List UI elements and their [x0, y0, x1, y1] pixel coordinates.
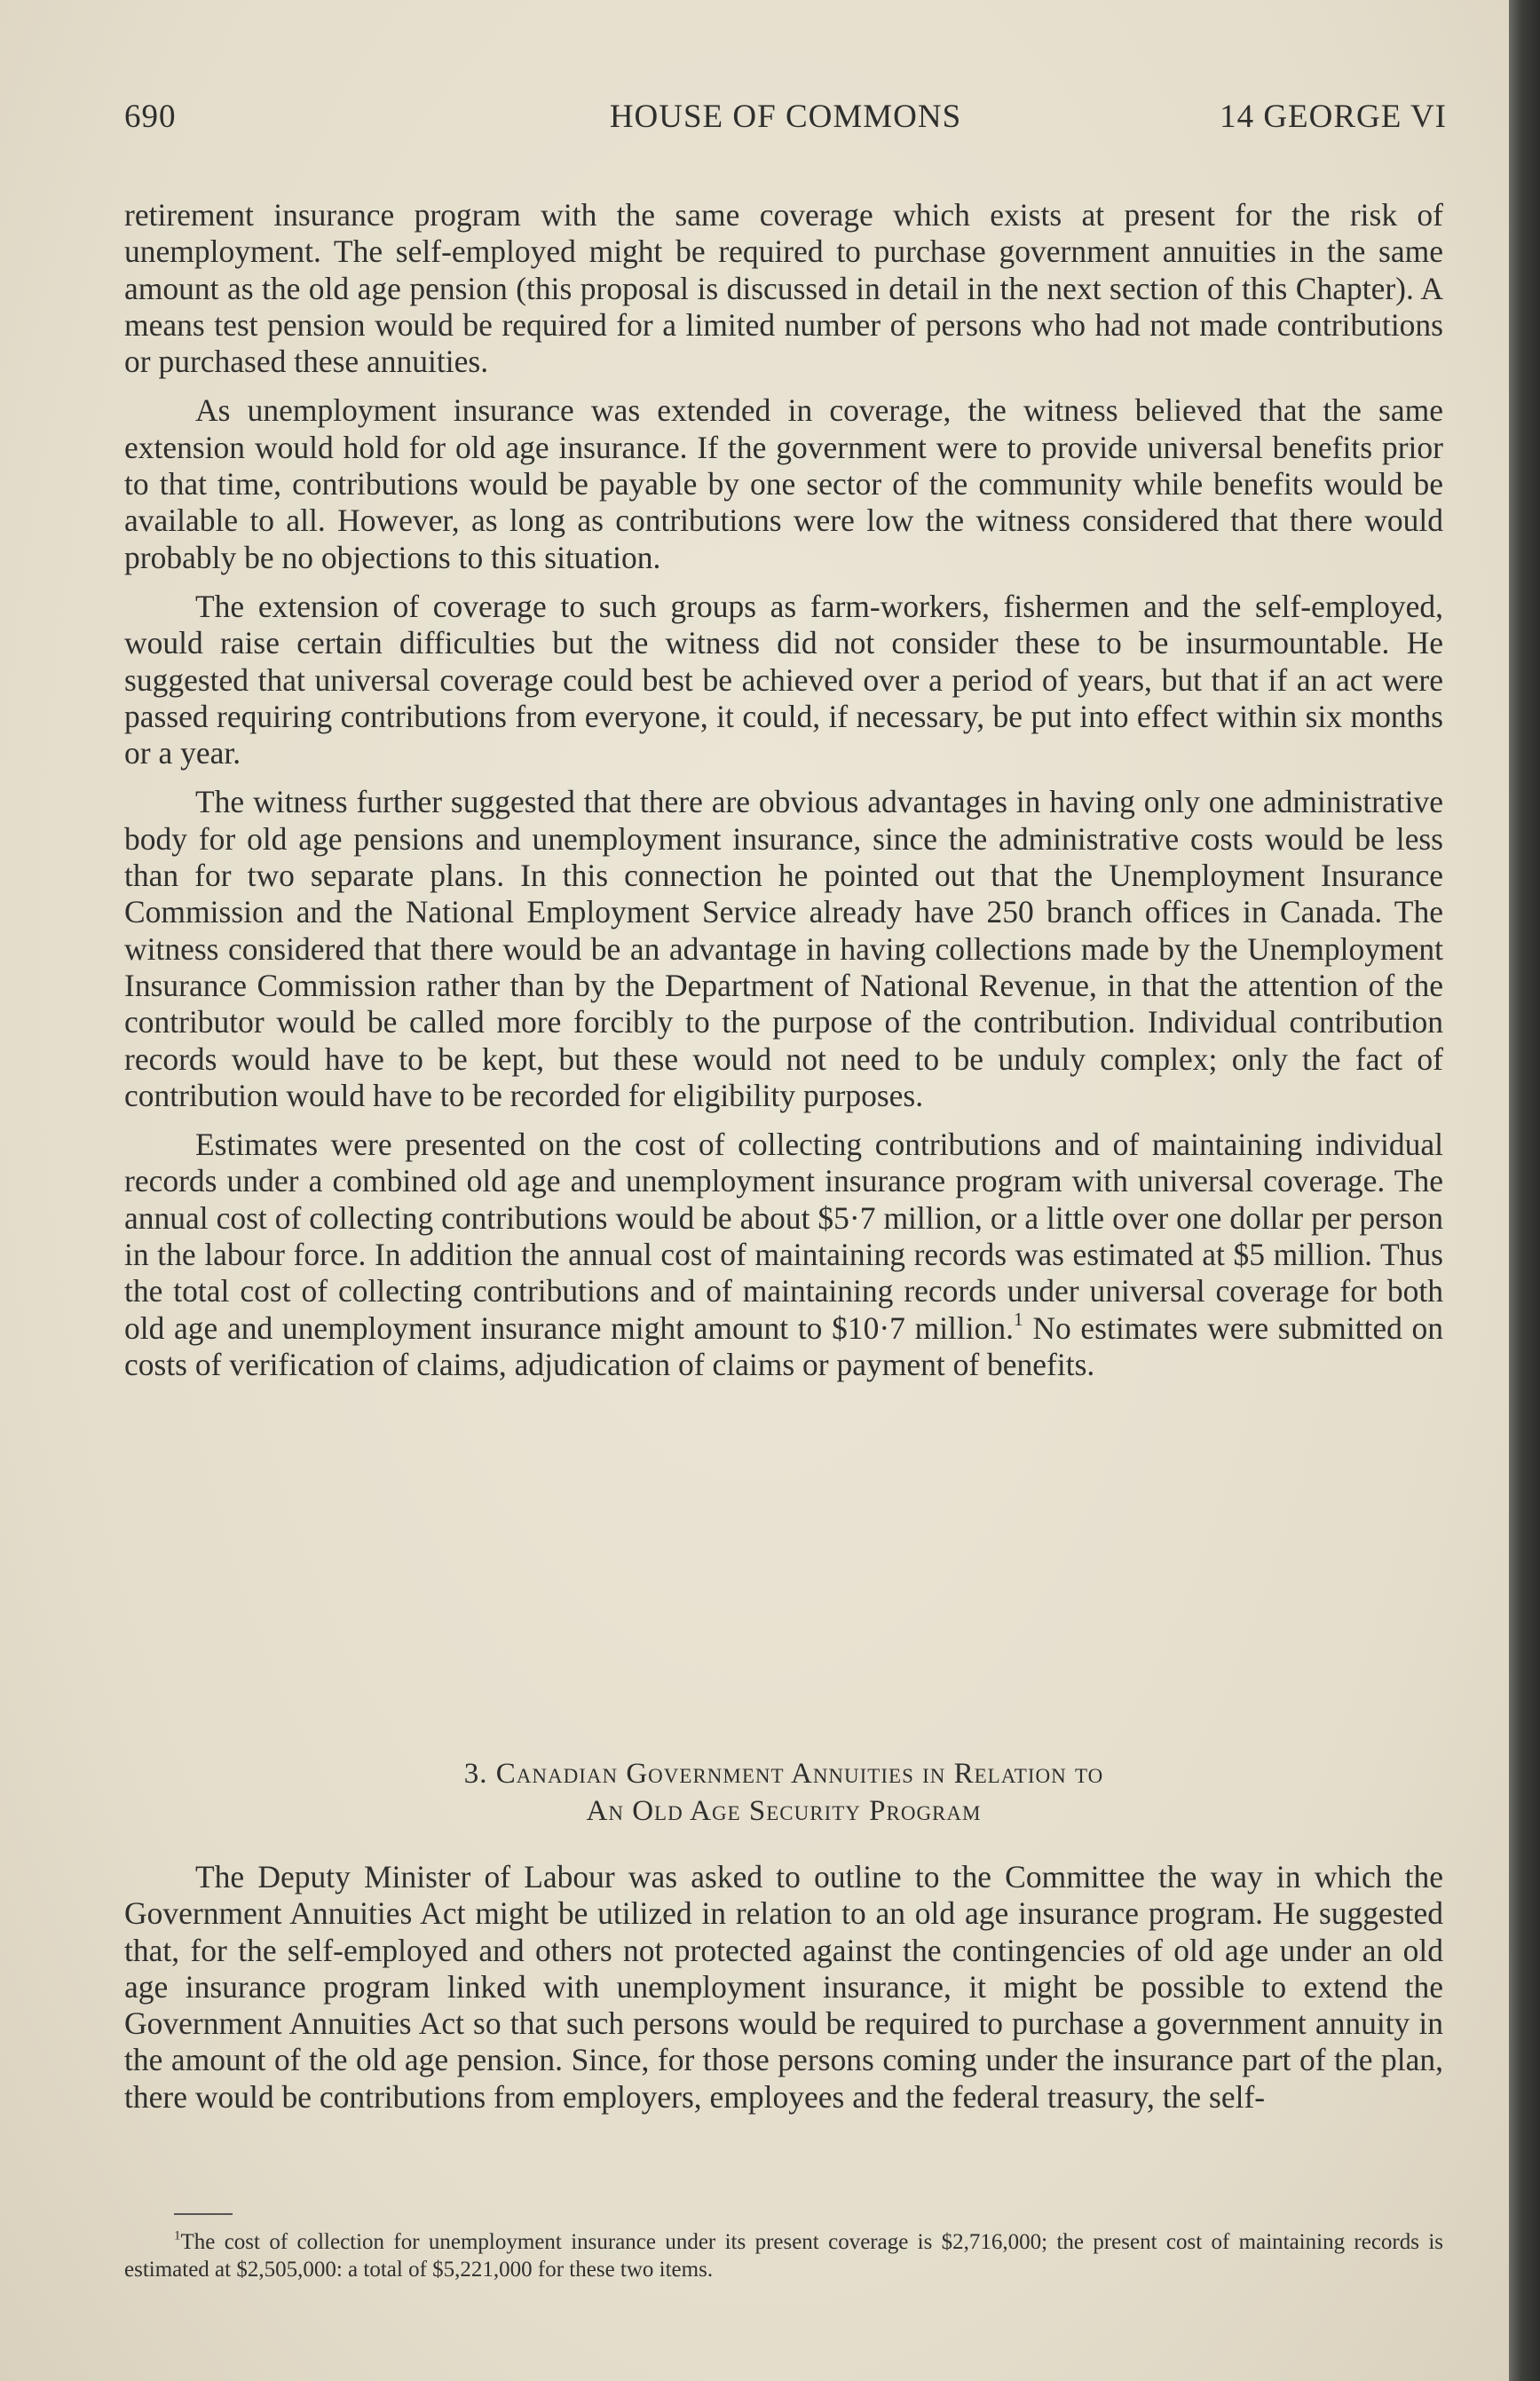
paragraph-1: retirement insurance program with the same coverage which exists at present for the risk of unemployment. The self-employed might be required to purchase government annuities in the same amount as the old age pension (this proposal is discussed in detail in the next section of this Chapter). A means test pension would be required for a limited number of persons who had not made contributions or purchased these annuities.: [124, 197, 1443, 380]
paragraph-5: [124, 1127, 1443, 1383]
paragraph-5-text: Estimates were presented on the cost of collecting contributions and of maintaining individual records under a combined old age and unemployment insurance program with universal coverage. The annual cost of collecting contributions would be about $5·7 million, or a little over one dollar per person in the labour force. In addition the annual cost of maintaining records was estimated at $5 million. Thus the total cost of collecting contributions and of maintaining records under universal coverage for both old age and unemployment insurance might amount to $10·7 million.: [124, 1127, 1443, 1346]
paragraph-5-tail: No estimates were submitted on costs of verification of claims, adjudication of claims or payment of benefits.: [124, 1309, 1443, 1382]
page-number: 690: [124, 99, 177, 135]
paragraph-2: As unemployment insurance was extended in coverage, the witness believed that the same extension would hold for old age insurance. If the government were to provide universal benefits prior to that time, contributions would be payable by one sector of the community while benefits would be available to all. However, as long as contributions were low the witness considered that there would probably be no objections to this situation.: [124, 392, 1443, 575]
paragraph-3: The extension of coverage to such groups as farm-workers, fishermen and the self-employed, would raise certain difficulties but the witness did not consider these to be insurmountable. He suggested that universal coverage could best be achieved over a period of years, but that if an act were passed requiring contributions from everyone, it could, if necessary, be put into effect within six months or a year.: [124, 588, 1443, 771]
section-heading: [124, 1755, 1443, 1830]
section-paragraph: The Deputy Minister of Labour was asked to outline to the Committee the way in which the Government Annuities Act might be utilized in relation to an old age insurance program. He suggested that, for the self-employed and others not protected against the contingencies of old age under an old age insurance program linked with unemployment insurance, it might be possible to extend the Government Annuities Act so that such persons would be required to purchase a government annuity in the amount of the old age pension. Since, for those persons coming under the insurance part of the plan, there would be contributions from employers, employees and the federal treasury, the self-: [124, 1859, 1443, 2115]
section-heading-line-2: An Old Age Security Program: [586, 1795, 982, 1827]
paragraph-4: The witness further suggested that there are obvious advantages in having only one administrative body for old age pensions and unemployment insurance, since the administrative costs would be less than for two separate plans. In this connection he pointed out that the Unemployment Insurance Commission and the National Employment Service already have 250 branch offices in Canada. The witness considered that there would be an advantage in having collections made by the Unemployment Insurance Commission rather than by the Department of National Revenue, in that the attention of the contributor would be called more forcibly to the purpose of the contribution. Individual contribution records would have to be kept, but these would not need to be unduly complex; only the fact of contribution would have to be recorded for eligibility purposes.: [124, 784, 1443, 1113]
section-heading-line-1: 3. Canadian Government Annuities in Relation to: [463, 1758, 1104, 1790]
footnote-divider: [174, 2213, 233, 2215]
footnote: [124, 2228, 1443, 2283]
main-text: [124, 197, 1443, 1396]
section-text: [124, 1859, 1443, 2116]
running-title: HOUSE OF COMMONS: [609, 99, 962, 135]
footnote-text: The cost of collection for unemployment insurance under its present coverage is $2,716,000; the present cost of maintaining records is estimated at $2,505,000: a total of $5,221,000 for these two items.: [124, 2230, 1443, 2282]
footnote-reference[interactable]: 1: [1014, 1308, 1023, 1330]
book-edge: [1509, 0, 1540, 2381]
footnote-marker: 1: [174, 2228, 181, 2243]
page-header: [124, 98, 1447, 151]
session-label: 14 GEORGE VI: [1220, 99, 1447, 135]
